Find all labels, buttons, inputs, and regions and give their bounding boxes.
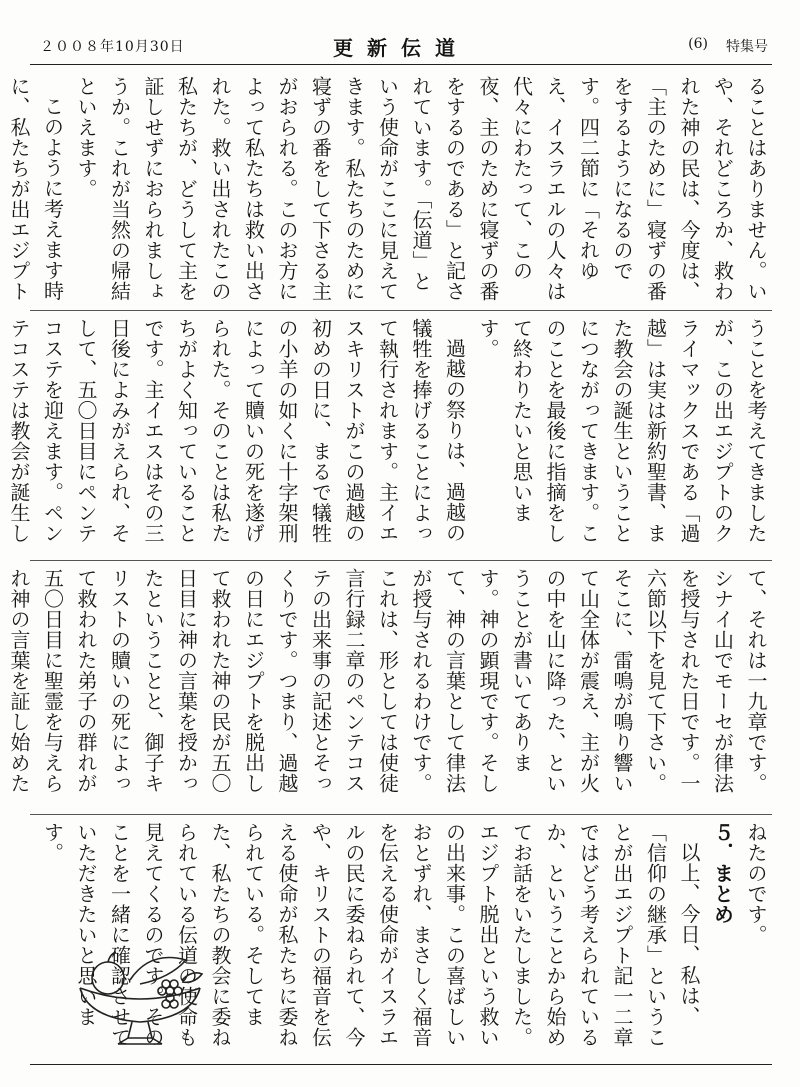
paragraph: て、それは一九章です。シナイ山でモーセが律法を授与された日です。一六節以下を見て下さい。そこに、雷鳴が鳴り響いて山全体が震え、主が火の中を山に降った、ということが書いてあります。神の顕現です。そして、神の言葉として律法が授与されるわけです。これは、形としては使徒言行録二章のペンテコステの出来事の記述とそっくりです。つまり、過越の日にエジプトを脱出して救われた神の民が五〇日目に神の言葉を授かったということと、御子キリストの贖いの死によって救われた弟子の群れが五〇日目に聖霊を与えられ神の言葉を証し始めた xyxy=(7,568,768,794)
fruit-bowl-illustration xyxy=(70,940,210,1050)
issue-label: 特集号 xyxy=(726,39,768,55)
paragraph: ねたのです。 xyxy=(744,822,768,945)
page-header xyxy=(30,28,772,65)
tier-divider xyxy=(30,560,772,561)
tier-divider xyxy=(30,814,772,815)
paragraph: ることはありません。いや、それどころか、救われた神の民は、今度は、「主のために」寝ずの番をするようになるのです。四二節に「それゆえ、イスラエルの人々は代々にわたって、この夜、主のために寝ずの番をするのである」と記されています。「伝道」という使命がここに見えてきます。私たちのために寝ずの番をして下さる主がおられる。このお方によって私たちは救い出された。救い出されたこの私たちが、どうして主を証しせずにおられましょうか。これが当然の帰結といえます。 xyxy=(74,76,768,302)
article-tier-2 xyxy=(7,318,772,554)
article-tier-4 xyxy=(40,822,772,1057)
section-heading: ５．まとめ xyxy=(710,822,735,925)
article-tier-3 xyxy=(7,568,772,808)
paragraph: このように考えます時に、私たちが出エジプト xyxy=(7,76,65,302)
paragraph: 過越の祭りは、過越の犠牲を捧げることによって執行されます。主イエスキリストがこの過越の初めの日に、まるで犠牲の小羊の如くに十字架刑によって贖いの死を遂げられた。そのことは私たちがよく知っていることです。主イエスはその三日後によみがえられ、そして、五〇日目にペンテコステを迎えます。ペンテコステは教会が誕生し xyxy=(7,318,467,544)
page-number: (6) xyxy=(688,36,708,52)
footer-rule xyxy=(30,1064,772,1066)
paragraph: 以上、今日、私は、「信仰の継承」ということが出エジプト記一二章ではどう考えられているか、ということから始めてお話をいたしました。エジプト脱出という救いの出来事。この喜ばしいおとずれ、まさしく福音を伝える使命がイスラエルの民に委ねられて、今や、キリストの福音を伝える使命が私たちに委ねられている。そしてまた、私たちの教会に委ねられている伝道の使命も見えてくるのです。そのことを一緒に確認させていただきたいと思います。 xyxy=(40,822,701,1048)
newspaper-title: 更新伝道 xyxy=(333,36,469,60)
issue-date: ２００８年10月30日 xyxy=(40,39,185,55)
article-tier-1 xyxy=(7,76,772,304)
paragraph: うことを考えてきましたが、この出エジプトのクライマックスである「過越」は実は新約聖書、また教会の誕生ということにつながってきます。このことを最後に指摘をして終わりたいと思います。 xyxy=(476,318,768,544)
tier-divider xyxy=(30,310,772,311)
